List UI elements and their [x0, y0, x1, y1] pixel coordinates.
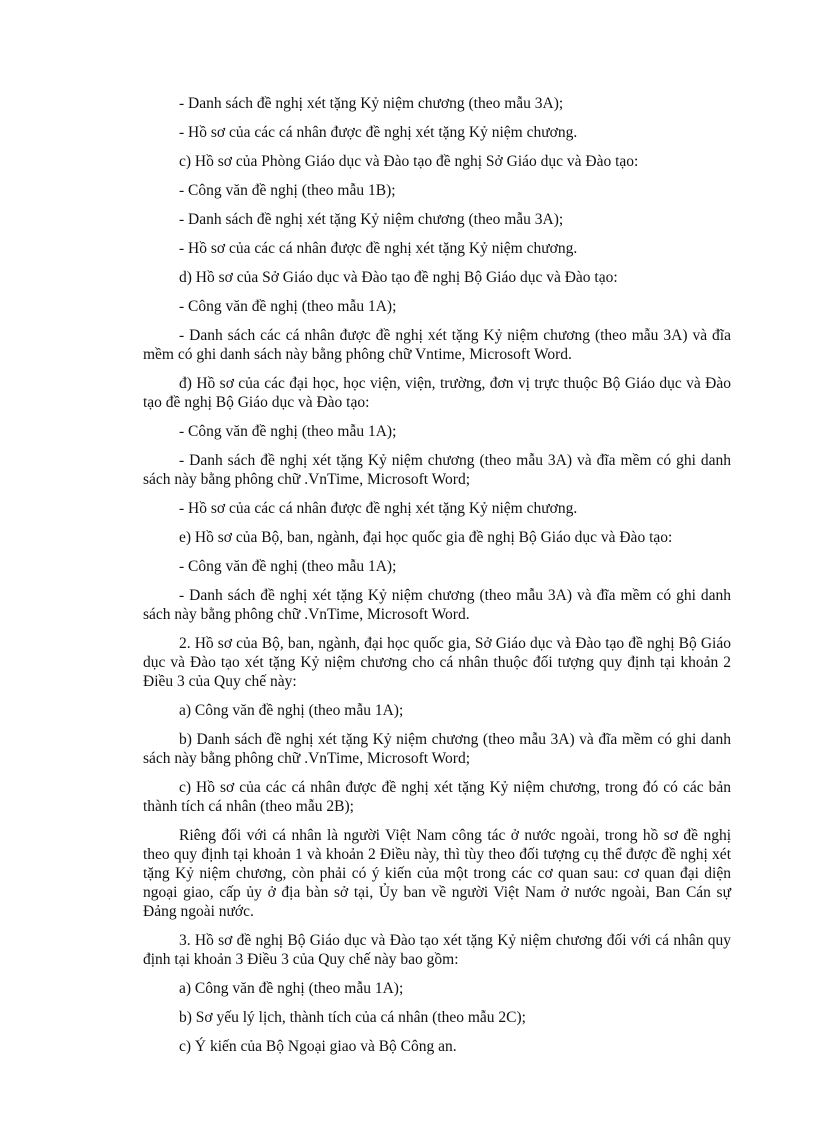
- paragraph: d) Hồ sơ của Sở Giáo dục và Đào tạo đề nghị Bộ Giáo dục và Đào tạo:: [179, 269, 618, 286]
- paragraph: c) Hồ sơ của các cá nhân được đề nghị xét tặng Kỷ niệm chương, trong đó có các bản thành tích cá nhân (theo mẫu 2B);: [143, 779, 731, 815]
- paragraph: - Danh sách đề nghị xét tặng Kỷ niệm chương (theo mẫu 3A) và đĩa mềm có ghi danh sách này bằng phông chữ .VnTime, Microsoft Word.: [143, 587, 731, 623]
- paragraph: 3. Hồ sơ đề nghị Bộ Giáo dục và Đào tạo xét tặng Kỷ niệm chương đối với cá nhân quy định tại khoản 3 Điều 3 của Quy chế này bao gồm:: [143, 932, 731, 968]
- paragraph: Riêng đối với cá nhân là người Việt Nam công tác ở nước ngoài, trong hồ sơ đề nghị theo quy định tại khoản 1 và khoản 2 Điều này, thì tùy theo đối tượng cụ thể được đề nghị xét tặng Kỷ niệm chương, còn phải có ý kiến của một trong các cơ quan sau: cơ quan đại diện ngoại giao, cấp ủy ở địa bàn sở tại, Ủy ban về người Việt Nam ở nước ngoài, Ban Cán sự Đảng ngoài nước.: [143, 827, 731, 920]
- paragraph: b) Sơ yếu lý lịch, thành tích của cá nhân (theo mẫu 2C);: [179, 1009, 526, 1026]
- paragraph: - Công văn đề nghị (theo mẫu 1B);: [179, 182, 396, 199]
- paragraph: - Danh sách đề nghị xét tặng Kỷ niệm chương (theo mẫu 3A);: [179, 95, 564, 112]
- paragraph: - Danh sách đề nghị xét tặng Kỷ niệm chương (theo mẫu 3A) và đĩa mềm có ghi danh sách này bằng phông chữ .VnTime, Microsoft Word;: [143, 452, 731, 488]
- paragraph: - Hồ sơ của các cá nhân được đề nghị xét tặng Kỷ niệm chương.: [179, 500, 578, 517]
- paragraph: c) Ý kiến của Bộ Ngoại giao và Bộ Công an.: [179, 1038, 457, 1055]
- paragraph: a) Công văn đề nghị (theo mẫu 1A);: [179, 702, 404, 719]
- paragraph: - Danh sách đề nghị xét tặng Kỷ niệm chương (theo mẫu 3A);: [179, 211, 564, 228]
- paragraph: - Công văn đề nghị (theo mẫu 1A);: [179, 558, 397, 575]
- paragraph: - Hồ sơ của các cá nhân được đề nghị xét tặng Kỷ niệm chương.: [179, 240, 578, 257]
- paragraph: - Danh sách các cá nhân được đề nghị xét tặng Kỷ niệm chương (theo mẫu 3A) và đĩa mềm có ghi danh sách này bằng phông chữ Vntime, Microsoft Word.: [143, 327, 731, 363]
- document-page: [143, 94, 731, 1066]
- paragraph: c) Hồ sơ của Phòng Giáo dục và Đào tạo đề nghị Sở Giáo dục và Đào tạo:: [179, 153, 639, 170]
- paragraph: - Công văn đề nghị (theo mẫu 1A);: [179, 423, 397, 440]
- paragraph: - Hồ sơ của các cá nhân được đề nghị xét tặng Kỷ niệm chương.: [179, 124, 578, 141]
- paragraph: b) Danh sách đề nghị xét tặng Kỷ niệm chương (theo mẫu 3A) và đĩa mềm có ghi danh sách này bằng phông chữ .VnTime, Microsoft Word;: [143, 731, 731, 767]
- paragraph: - Công văn đề nghị (theo mẫu 1A);: [179, 298, 397, 315]
- paragraph: 2. Hồ sơ của Bộ, ban, ngành, đại học quốc gia, Sở Giáo dục và Đào tạo đề nghị Bộ Giáo dục và Đào tạo xét tặng Kỷ niệm chương cho cá nhân thuộc đối tượng quy định tại khoản 2 Điều 3 của Quy chế này:: [143, 635, 731, 690]
- paragraph: a) Công văn đề nghị (theo mẫu 1A);: [179, 980, 404, 997]
- paragraph: e) Hồ sơ của Bộ, ban, ngành, đại học quốc gia đề nghị Bộ Giáo dục và Đào tạo:: [179, 529, 673, 546]
- paragraph: đ) Hồ sơ của các đại học, học viện, viện, trường, đơn vị trực thuộc Bộ Giáo dục và Đào tạo đề nghị Bộ Giáo dục và Đào tạo:: [143, 375, 731, 411]
